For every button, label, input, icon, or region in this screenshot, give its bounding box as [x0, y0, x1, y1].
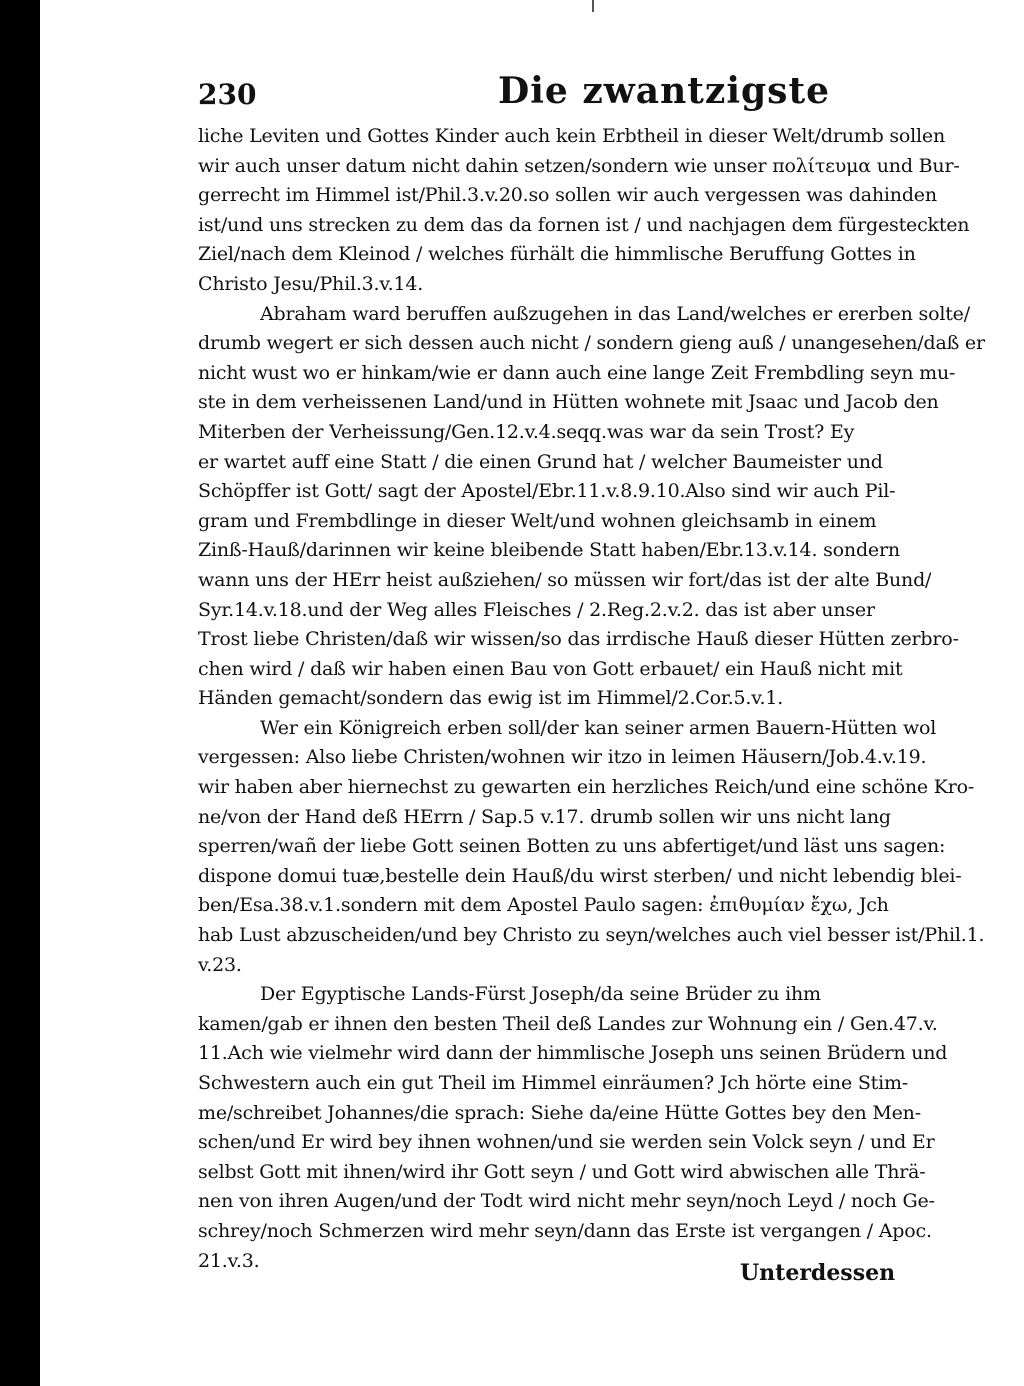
- page-number: 230: [198, 78, 257, 111]
- text-line: ist/und uns strecken zu dem das da fornen ist / und nachjagen dem fürgesteckten: [198, 213, 970, 236]
- text-block: [198, 70, 1008, 1276]
- text-line: kamen/gab er ihnen den besten Theil deß Landes zur Wohnung ein / Gen.47.v.: [198, 1012, 938, 1035]
- text-line: Miterben der Verheissung/Gen.12.v.4.seqq.was war da sein Trost? Ey: [198, 420, 855, 443]
- text-line: 11.Ach wie vielmehr wird dann der himmlische Joseph uns seinen Brüdern und: [198, 1042, 948, 1065]
- text-line: Trost liebe Christen/daß wir wissen/so das irrdische Hauß dieser Hütten zerbro-: [198, 628, 959, 651]
- text-line: hab Lust abzuscheiden/und bey Christo zu seyn/welches auch viel besser ist/Phil.1.: [198, 924, 985, 947]
- text-line: ne/von der Hand deß HErrn / Sap.5 v.17. drumb sollen wir uns nicht lang: [198, 805, 891, 828]
- text-line: vergessen: Also liebe Christen/wohnen wir itzo in leimen Häusern/Job.4.v.19.: [198, 746, 927, 769]
- text-line: gerrecht im Himmel ist/Phil.3.v.20.so sollen wir auch vergessen was dahinden: [198, 184, 937, 207]
- text-line: wir auch unser datum nicht dahin setzen/sondern wie unser πολίτευμα und Bur-: [198, 154, 960, 177]
- text-line: selbst Gott mit ihnen/wird ihr Gott seyn / und Gott wird abwischen alle Thrä-: [198, 1160, 926, 1183]
- page-crease: [592, 0, 594, 12]
- text-line: ste in dem verheissenen Land/und in Hütten wohnete mit Jsaac und Jacob den: [198, 391, 939, 414]
- text-line: liche Leviten und Gottes Kinder auch kein Erbtheil in dieser Welt/drumb sollen: [198, 125, 946, 147]
- book-page: [40, 0, 1024, 1386]
- text-line: nicht wust wo er hinkam/wie er dann auch eine lange Zeit Frembdling seyn mu-: [198, 361, 956, 384]
- text-line: Händen gemacht/sondern das ewig ist im Himmel/2.Cor.5.v.1.: [198, 687, 784, 710]
- text-line: Abraham ward beruffen außzugehen in das Land/welches er ererben solte/: [260, 302, 970, 325]
- text-line: nen von ihren Augen/und der Todt wird nicht mehr seyn/noch Leyd / noch Ge-: [198, 1190, 935, 1213]
- text-line: Zinß-Hauß/darinnen wir keine bleibende Statt haben/Ebr.13.v.14. sondern: [198, 539, 900, 562]
- text-line: schen/und Er wird bey ihnen wohnen/und sie werden sein Volck seyn / und Er: [198, 1131, 935, 1154]
- text-line: v.23.: [198, 953, 242, 976]
- text-line: wann uns der HErr heist außziehen/ so müssen wir fort/das ist der alte Bund/: [198, 568, 932, 591]
- text-line: chen wird / daß wir haben einen Bau von Gott erbauet/ ein Hauß nicht mit: [198, 657, 903, 680]
- text-line: Schwestern auch ein gut Theil im Himmel einräumen? Jch hörte eine Stim-: [198, 1072, 909, 1094]
- text-line: ben/Esa.38.v.1.sondern mit dem Apostel Paulo sagen: ἐπιθυμίαν ἔχω, Jch: [198, 894, 889, 917]
- text-line: Der Egyptische Lands-Fürst Joseph/da seine Brüder zu ihm: [260, 983, 821, 1006]
- text-line: dispone domui tuæ,bestelle dein Hauß/du wirst sterben/ und nicht lebendig blei-: [198, 864, 962, 887]
- body-text: [198, 122, 1008, 1276]
- text-line: schrey/noch Schmerzen wird mehr seyn/dann das Erste ist vergangen / Apoc.: [198, 1219, 932, 1242]
- text-line: Ziel/nach dem Kleinod / welches fürhält die himmlische Beruffung Gottes in: [198, 243, 916, 266]
- text-line: wir haben aber hiernechst zu gewarten ein herzliches Reich/und eine schöne Kro-: [198, 776, 975, 799]
- text-line: gram und Frembdlinge in dieser Welt/und wohnen gleichsamb in einem: [198, 509, 877, 532]
- text-line: me/schreibet Johannes/die sprach: Siehe da/eine Hütte Gottes bey den Men-: [198, 1101, 921, 1124]
- text-line: 21.v.3.: [198, 1249, 260, 1272]
- text-line: Schöpffer ist Gott/ sagt der Apostel/Ebr.11.v.8.9.10.Also sind wir auch Pil-: [198, 480, 896, 503]
- page-header: [198, 70, 1008, 122]
- text-line: Syr.14.v.18.und der Weg alles Fleisches / 2.Reg.2.v.2. das ist aber unser: [198, 598, 875, 621]
- catchword: Unterdessen: [740, 1260, 896, 1286]
- text-line: Christo Jesu/Phil.3.v.14.: [198, 272, 424, 295]
- text-line: sperren/wañ der liebe Gott seinen Botten zu uns abfertiget/und läst uns sagen:: [198, 835, 946, 858]
- text-line: Wer ein Königreich erben soll/der kan seiner armen Bauern-Hütten wol: [260, 716, 937, 739]
- text-line: er wartet auff eine Statt / die einen Grund hat / welcher Baumeister und: [198, 450, 883, 473]
- text-line: drumb wegert er sich dessen auch nicht / sondern gieng auß / unangesehen/daß er: [198, 332, 985, 355]
- running-title: Die zwantzigste: [498, 70, 830, 112]
